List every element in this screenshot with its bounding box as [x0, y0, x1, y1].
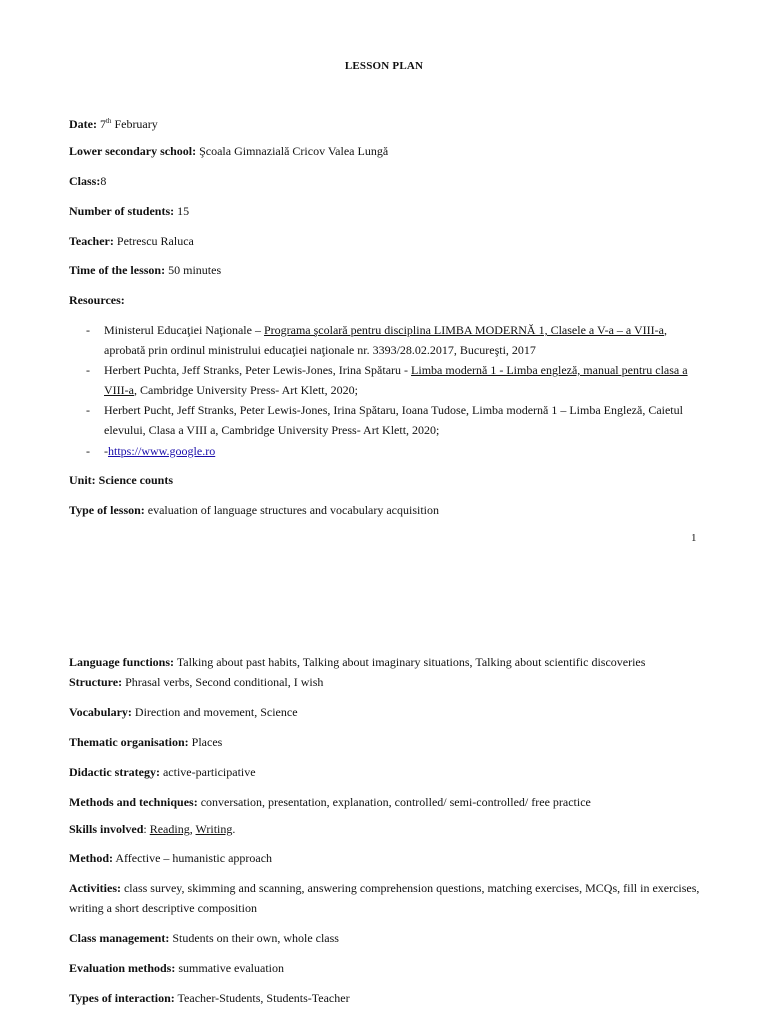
vocabulary-line	[69, 704, 298, 720]
method-value: Affective – humanistic approach	[113, 851, 273, 865]
resource-text: Ministerul Educaţiei Naţionale –	[104, 323, 264, 337]
evaluation-line	[69, 960, 284, 976]
teacher-value: Petrescu Raluca	[113, 234, 194, 248]
resource-line	[104, 380, 358, 400]
resources-label: Resources:	[69, 293, 125, 307]
date-day: 7	[99, 117, 106, 131]
class-value: 8	[100, 174, 107, 188]
lesson-type-label: Type of lesson:	[69, 503, 145, 517]
skill-writing: Writing	[195, 822, 233, 836]
interaction-line	[69, 990, 350, 1006]
resource-item	[88, 441, 708, 461]
time-label: Time of the lesson:	[69, 263, 166, 277]
class-label: Class:	[69, 174, 101, 188]
language-functions-value: Talking about past habits, Talking about imaginary situations, Talking about scientific discoveries	[174, 655, 646, 669]
resource-text: Herbert Puchta, Jeff Stranks, Peter Lewis-Jones, Irina Spătaru -	[104, 363, 412, 377]
class-line	[69, 173, 106, 189]
thematic-line	[69, 734, 222, 750]
bullet-dash: -	[86, 403, 90, 417]
method-line	[69, 850, 272, 866]
resource-item	[88, 360, 708, 400]
date-line	[69, 113, 158, 132]
resource-line	[104, 360, 688, 380]
students-line	[69, 203, 189, 219]
bullet-dash: -	[86, 323, 90, 337]
google-link[interactable]: https://www.google.ro	[108, 444, 216, 458]
language-functions-line	[69, 654, 645, 670]
activities-value: class survey, skimming and scanning, answering comprehension questions, matching exercises, MCQs, fill in exercises,	[120, 881, 700, 895]
resource-text: elevului, Clasa a VIII a, Cambridge University Press- Art Klett, 2020;	[104, 423, 440, 437]
activities-line	[69, 880, 699, 896]
page-number: 1	[691, 532, 697, 544]
time-line	[69, 262, 221, 278]
methods-line	[69, 794, 591, 810]
students-value: 15	[174, 204, 190, 218]
resource-item	[88, 400, 708, 440]
language-functions-label: Language functions:	[69, 655, 175, 669]
class-management-value: Students on their own, whole class	[169, 931, 339, 945]
date-label: Date:	[69, 117, 97, 131]
class-management-label: Class management:	[69, 931, 170, 945]
resource-text: , Cambridge University Press- Art Klett, 2020;	[133, 383, 358, 397]
class-management-line	[69, 930, 339, 946]
resource-line	[104, 441, 215, 461]
unit-label: Unit:	[69, 473, 96, 487]
methods-label: Methods and techniques:	[69, 795, 198, 809]
school-label: Lower secondary school:	[69, 144, 197, 158]
activities-line-2	[69, 900, 257, 916]
methods-value: conversation, presentation, explanation, controlled/ semi-controlled/ free practice	[197, 795, 591, 809]
structure-value: Phrasal verbs, Second conditional, I wish	[122, 675, 324, 689]
resource-text: -	[104, 444, 108, 458]
lesson-type-value: evaluation of language structures and vocabulary acquisition	[144, 503, 440, 517]
skills-colon: :	[143, 822, 150, 836]
resource-item	[88, 320, 708, 360]
resource-title-link[interactable]: Limba modernă 1 - Limba engleză, manual pentru clasa a	[411, 363, 688, 377]
bullet-dash: -	[86, 363, 90, 377]
resource-title-link[interactable]: VIII-a	[104, 383, 134, 397]
activities-value-2: writing a short descriptive composition	[69, 901, 257, 915]
evaluation-label: Evaluation methods:	[69, 961, 176, 975]
document-page-2	[0, 560, 768, 1024]
resource-title-link[interactable]: Programa şcolară pentru disciplina LIMBA MODERNĂ 1, Clasele a V-a – a VIII-a	[263, 323, 664, 337]
resources-heading	[69, 292, 125, 308]
structure-label: Structure:	[69, 675, 123, 689]
school-line	[69, 143, 388, 159]
resource-line	[104, 340, 536, 360]
skills-label: Skills involved	[69, 822, 144, 836]
skills-end: .	[232, 822, 236, 836]
teacher-line	[69, 233, 194, 249]
strategy-value: active-participative	[159, 765, 256, 779]
structure-line	[69, 674, 323, 690]
vocabulary-value: Direction and movement, Science	[131, 705, 298, 719]
resource-text: Herbert Pucht, Jeff Stranks, Peter Lewis-Jones, Irina Spătaru, Ioana Tudose, Limba modernă 1 – Limba Engleză, Caietul	[104, 403, 683, 417]
skill-reading: Reading	[149, 822, 190, 836]
date-suffix: th	[105, 117, 112, 125]
unit-value: Science counts	[95, 473, 173, 487]
lesson-type-line	[69, 502, 439, 518]
thematic-value: Places	[188, 735, 223, 749]
resource-text: ,	[664, 323, 667, 337]
interaction-label: Types of interaction:	[69, 991, 175, 1005]
vocabulary-label: Vocabulary:	[69, 705, 132, 719]
skills-comma: ,	[189, 822, 196, 836]
method-label: Method:	[69, 851, 113, 865]
interaction-value: Teacher-Students, Students-Teacher	[174, 991, 350, 1005]
resource-line	[104, 400, 683, 420]
bullet-dash: -	[86, 444, 90, 458]
strategy-line	[69, 764, 256, 780]
students-label: Number of students:	[69, 204, 175, 218]
unit-line	[69, 472, 173, 488]
document-title: LESSON PLAN	[344, 60, 424, 72]
resource-text: aprobată prin ordinul ministrului educaţiei naţionale nr. 3393/28.02.2017, Bucureşti, 2017	[104, 343, 536, 357]
teacher-label: Teacher:	[69, 234, 114, 248]
thematic-label: Thematic organisation:	[69, 735, 189, 749]
skills-line	[69, 821, 235, 837]
activities-label: Activities:	[69, 881, 121, 895]
resource-line	[104, 320, 667, 340]
strategy-label: Didactic strategy:	[69, 765, 160, 779]
school-value: Şcoala Gimnazială Cricov Valea Lungă	[196, 144, 389, 158]
date-month: February	[111, 117, 158, 131]
evaluation-value: summative evaluation	[175, 961, 284, 975]
time-value: 50 minutes	[165, 263, 222, 277]
resource-line	[104, 420, 439, 440]
